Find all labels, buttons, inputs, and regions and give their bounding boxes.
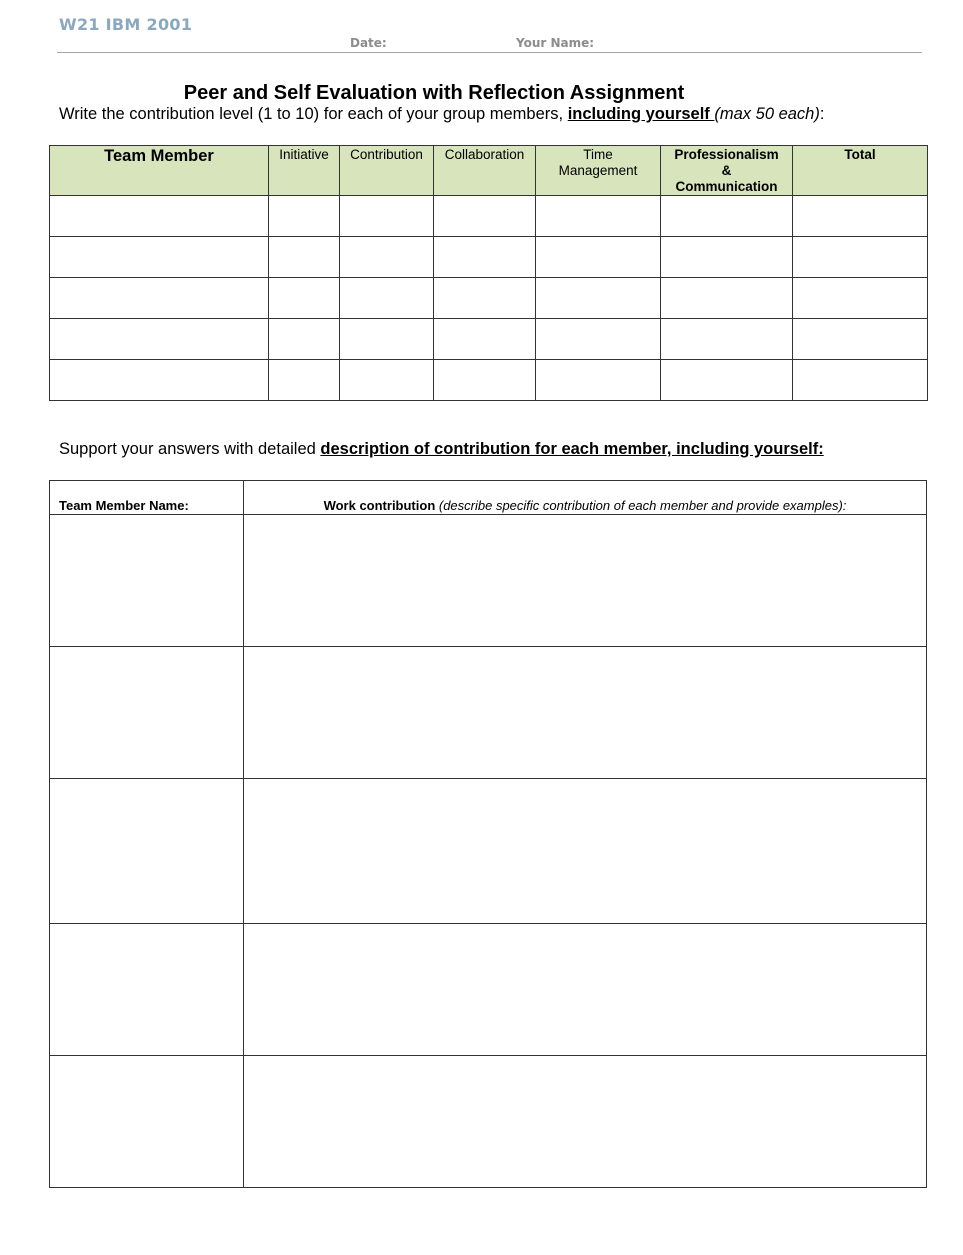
professionalism-cell[interactable] <box>661 196 793 237</box>
page-title: Peer and Self Evaluation with Reflection Assignment <box>183 82 685 104</box>
column-collaboration: Collaboration <box>434 146 536 196</box>
instruction-note: (max 50 each) <box>714 105 820 123</box>
member-name-cell[interactable] <box>50 924 244 1056</box>
contribution-cell[interactable] <box>340 319 434 360</box>
work-header-label: Work contribution <box>323 498 436 513</box>
column-team-member: Team Member <box>50 146 269 196</box>
work-contribution-cell[interactable] <box>244 779 927 924</box>
column-time-management-label: Time Management <box>558 147 638 178</box>
table-row <box>50 924 927 1056</box>
total-cell[interactable] <box>793 278 928 319</box>
table-row <box>50 360 928 401</box>
support-text: Support your answers with detailed <box>59 440 321 458</box>
column-professionalism <box>661 146 793 196</box>
table-row <box>50 647 927 779</box>
professionalism-cell[interactable] <box>661 319 793 360</box>
member-name-cell[interactable] <box>50 779 244 924</box>
score-table <box>49 145 928 401</box>
initiative-cell[interactable] <box>269 196 340 237</box>
member-cell[interactable] <box>50 360 269 401</box>
time-management-cell[interactable] <box>536 319 661 360</box>
score-table-header <box>50 146 928 196</box>
member-cell[interactable] <box>50 237 269 278</box>
contribution-cell[interactable] <box>340 278 434 319</box>
total-cell[interactable] <box>793 360 928 401</box>
initiative-cell[interactable] <box>269 319 340 360</box>
member-name-cell[interactable] <box>50 515 244 647</box>
table-row <box>50 319 928 360</box>
column-total: Total <box>793 146 928 196</box>
work-contribution-cell[interactable] <box>244 647 927 779</box>
professionalism-cell[interactable] <box>661 278 793 319</box>
member-cell[interactable] <box>50 196 269 237</box>
instruction-text: Write the contribution level (1 to 10) for each of your group members, <box>59 105 568 123</box>
initiative-cell[interactable] <box>269 360 340 401</box>
instruction-emphasis: including yourself <box>567 105 715 123</box>
column-contribution: Contribution <box>340 146 434 196</box>
column-member-name: Team Member Name: <box>50 481 244 515</box>
work-contribution-cell[interactable] <box>244 1056 927 1188</box>
member-name-cell[interactable] <box>50 1056 244 1188</box>
column-time-management <box>536 146 661 196</box>
table-row <box>50 196 928 237</box>
time-management-cell[interactable] <box>536 360 661 401</box>
collaboration-cell[interactable] <box>434 278 536 319</box>
your-name-label: Your Name: <box>516 36 595 50</box>
work-header-note: (describe specific contribution of each member and provide examples): <box>435 498 847 513</box>
column-work-contribution <box>244 481 927 515</box>
column-initiative: Initiative <box>269 146 340 196</box>
total-cell[interactable] <box>793 319 928 360</box>
contribution-cell[interactable] <box>340 196 434 237</box>
total-cell[interactable] <box>793 196 928 237</box>
member-cell[interactable] <box>50 278 269 319</box>
contribution-cell[interactable] <box>340 360 434 401</box>
professionalism-cell[interactable] <box>661 360 793 401</box>
column-professionalism-label: Professionalism & Communication <box>674 147 779 194</box>
time-management-cell[interactable] <box>536 278 661 319</box>
time-management-cell[interactable] <box>536 196 661 237</box>
collaboration-cell[interactable] <box>434 360 536 401</box>
contribution-cell[interactable] <box>340 237 434 278</box>
collaboration-cell[interactable] <box>434 196 536 237</box>
date-label: Date: <box>350 36 387 50</box>
score-instructions <box>59 105 824 124</box>
collaboration-cell[interactable] <box>434 237 536 278</box>
member-name-cell[interactable] <box>50 647 244 779</box>
course-code: W21 IBM 2001 <box>59 15 193 34</box>
table-row <box>50 515 927 647</box>
total-cell[interactable] <box>793 237 928 278</box>
table-row <box>50 278 928 319</box>
professionalism-cell[interactable] <box>661 237 793 278</box>
description-table <box>49 480 927 1188</box>
initiative-cell[interactable] <box>269 278 340 319</box>
member-cell[interactable] <box>50 319 269 360</box>
support-instructions <box>59 440 824 459</box>
table-row <box>50 1056 927 1188</box>
work-contribution-cell[interactable] <box>244 515 927 647</box>
work-contribution-cell[interactable] <box>244 924 927 1056</box>
table-row <box>50 237 928 278</box>
instruction-suffix: : <box>819 105 825 123</box>
support-emphasis: description of contribution for each member, including yourself: <box>320 440 824 458</box>
time-management-cell[interactable] <box>536 237 661 278</box>
collaboration-cell[interactable] <box>434 319 536 360</box>
description-table-header <box>50 481 927 515</box>
initiative-cell[interactable] <box>269 237 340 278</box>
header-rule <box>57 52 922 53</box>
table-row <box>50 779 927 924</box>
